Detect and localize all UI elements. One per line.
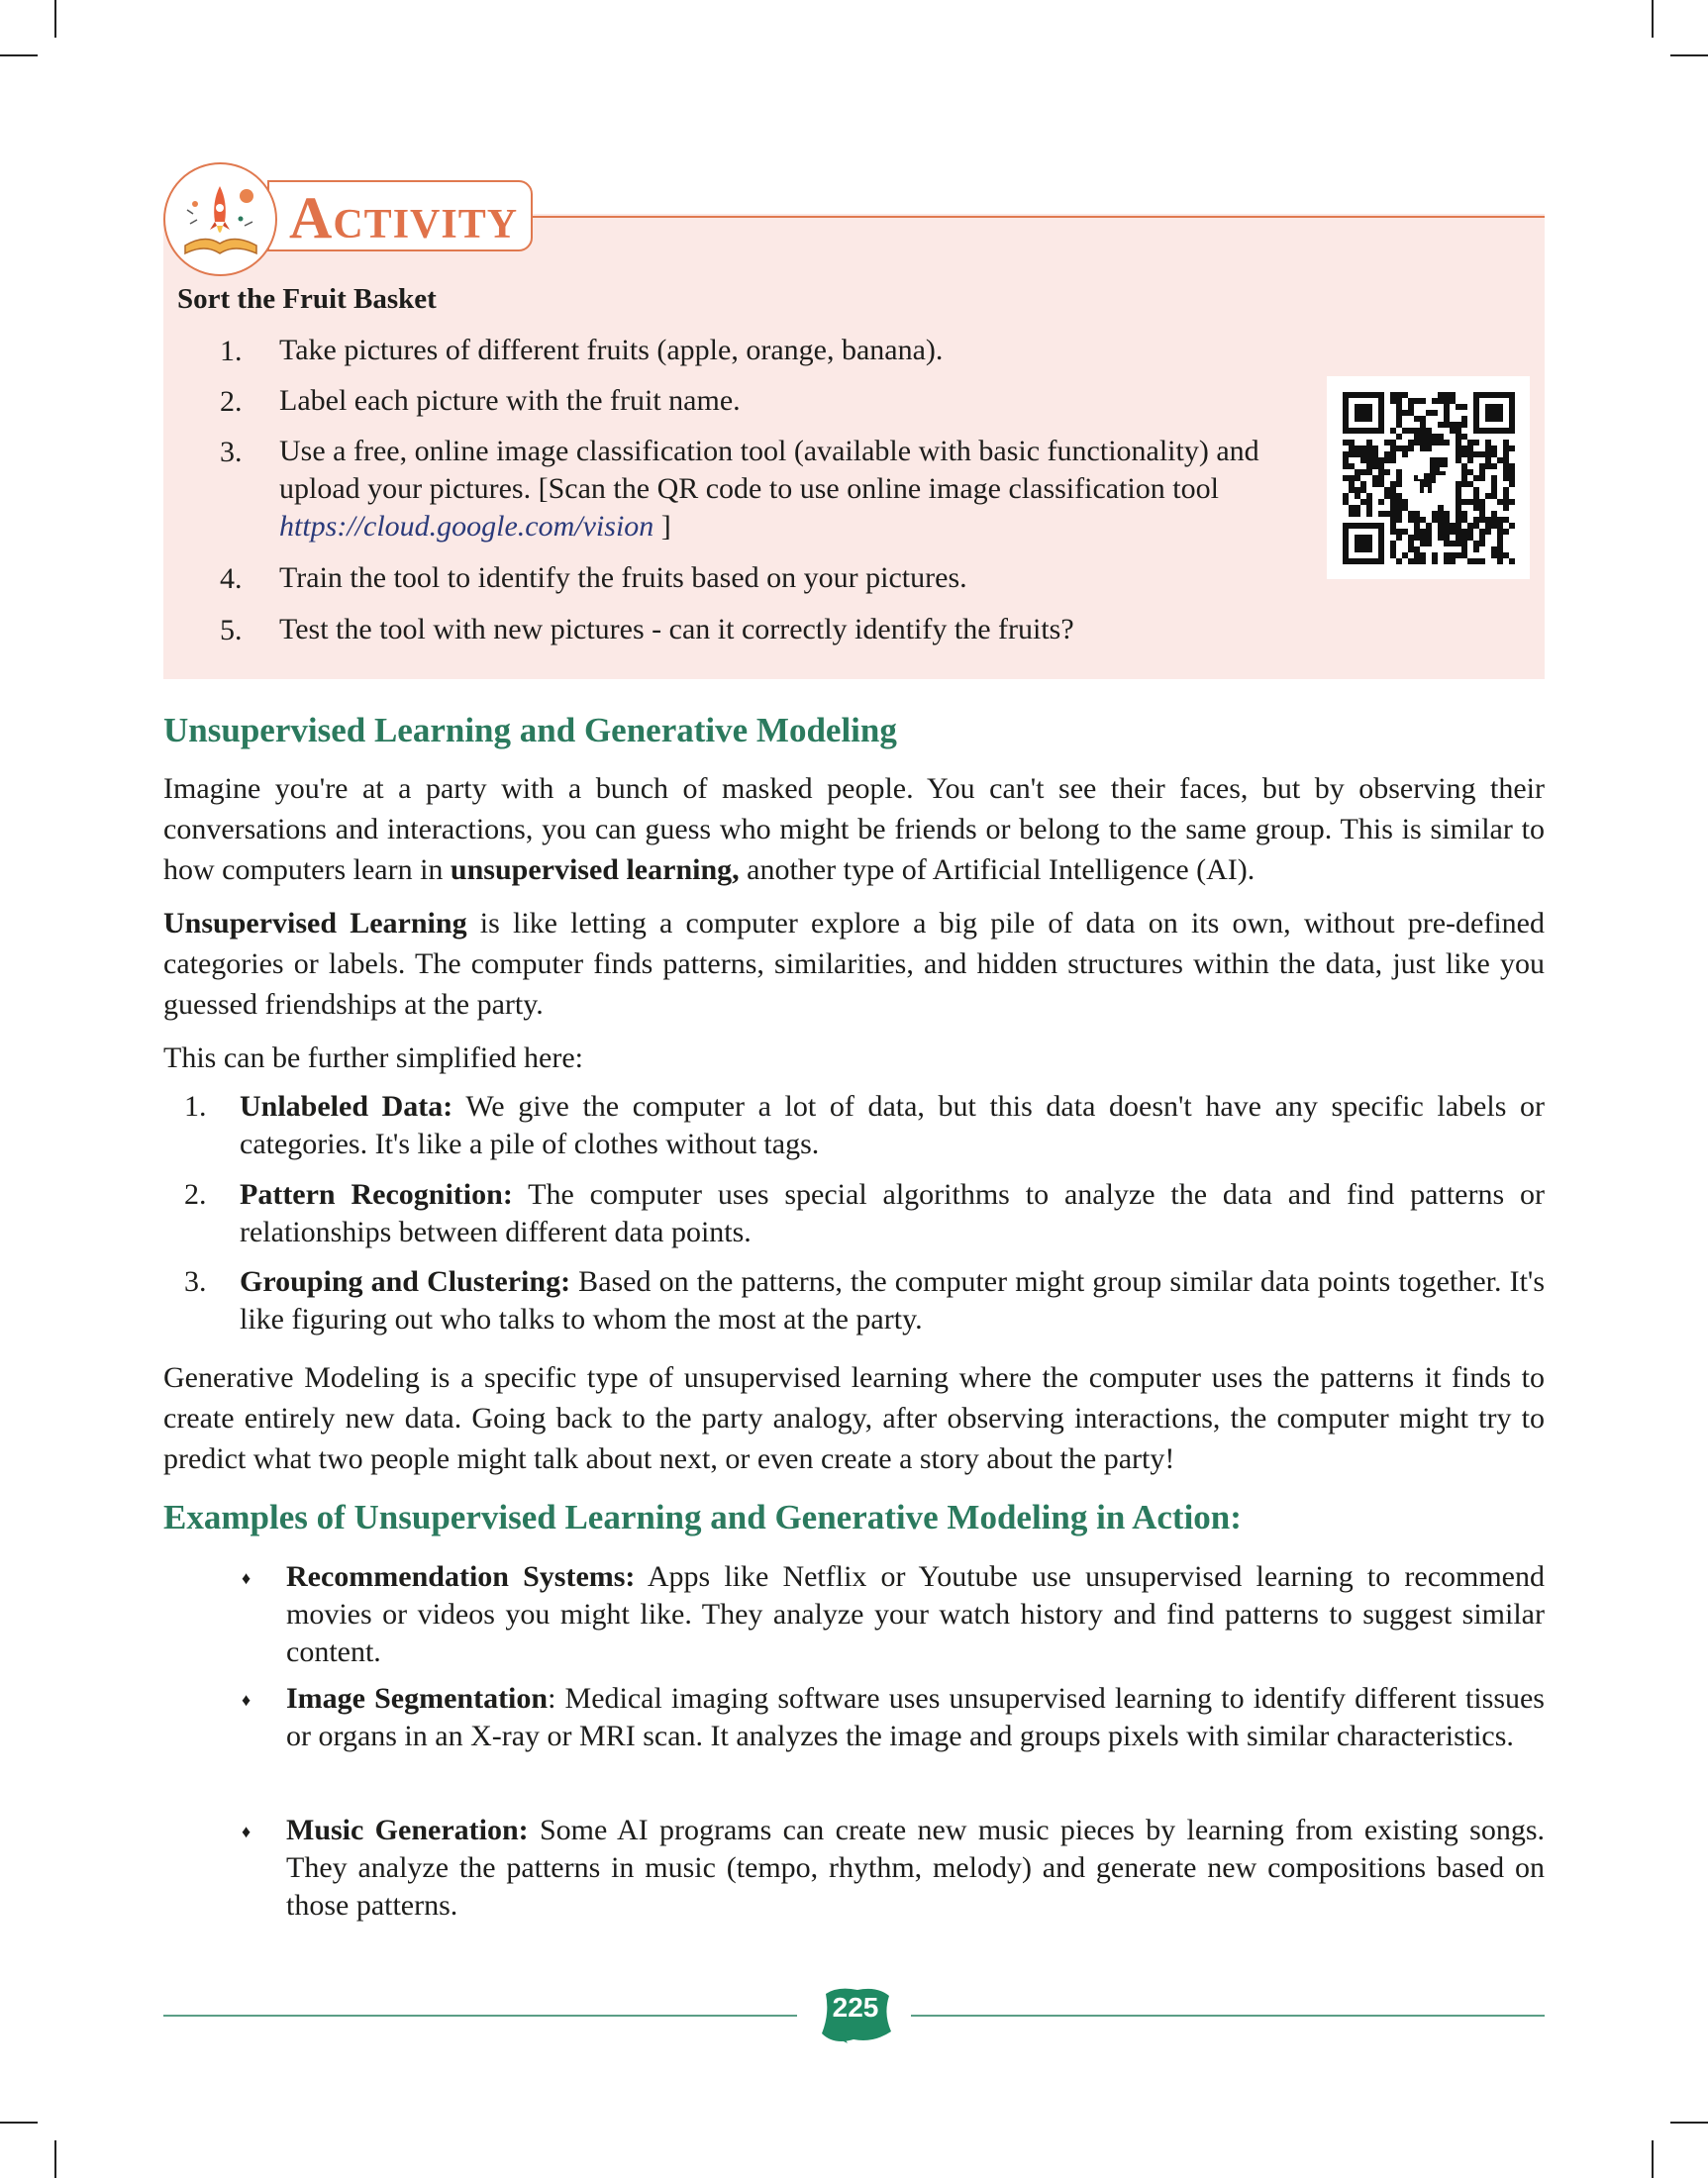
section-heading: Unsupervised Learning and Generative Modeling bbox=[163, 711, 897, 749]
list-item bbox=[240, 1088, 1545, 1163]
bold-term: Pattern Recognition: bbox=[240, 1178, 513, 1211]
text: Some AI programs can create new music pieces by learning from existing songs. They analyze the patterns in music (tempo, rhythm, melody) and generate new compositions based on those patterns. bbox=[286, 1814, 1546, 1922]
footer-rule-right bbox=[911, 2015, 1545, 2017]
bold-term: Unlabeled Data: bbox=[240, 1090, 453, 1123]
qr-code[interactable] bbox=[1327, 376, 1530, 579]
crop-mark bbox=[0, 2122, 38, 2124]
paragraph: Generative Modeling is a specific type of unsupervised learning where the computer uses the patterns it finds to create entirely new data. Going back to the party analogy, after observing interactions, the computer might try to predict what two people might talk about next, or even create a story about the party! bbox=[163, 1361, 1545, 1475]
crop-mark bbox=[1670, 2122, 1708, 2124]
text: Imagine you're at a party with a bunch of masked people. You can't see their faces, but by observing their conversations and interactions, you can guess who might be friends or belong to the same group. This is similar to how computers learn in bbox=[163, 772, 1545, 886]
list-number: 3. bbox=[184, 1265, 207, 1298]
list-number: 2. bbox=[220, 385, 243, 418]
list-item bbox=[286, 1812, 1545, 1925]
section-heading: Examples of Unsupervised Learning and Generative Modeling in Action: bbox=[163, 1498, 1242, 1536]
text: Based on the patterns, the computer might group similar data points together. It's like figuring out who talks to whom the most at the party. bbox=[240, 1265, 1545, 1336]
vision-link[interactable]: https://cloud.google.com/vision bbox=[279, 510, 654, 543]
crop-mark bbox=[54, 0, 56, 38]
list-number: 5. bbox=[220, 614, 243, 646]
text: We give the computer a lot of data, but this data doesn't have any specific labels or categories. It's like a pile of clothes without tags. bbox=[240, 1090, 1545, 1160]
bracket: ] bbox=[653, 510, 671, 543]
list-item bbox=[286, 1680, 1545, 1755]
footer-rule-left bbox=[163, 2015, 797, 2017]
paragraph bbox=[163, 903, 1545, 1025]
diamond-bullet-icon: ♦ bbox=[242, 1568, 251, 1588]
list-item bbox=[286, 1558, 1545, 1671]
text: is like letting a computer explore a big pile of data on its own, without pre-defined categories or labels. The computer finds patterns, similarities, and hidden structures within the data, just like you guessed friendships at the party. bbox=[163, 907, 1545, 1021]
diamond-bullet-icon: ♦ bbox=[242, 1822, 251, 1841]
list-item-line bbox=[279, 508, 1283, 545]
crop-mark bbox=[1652, 2140, 1654, 2178]
list-number: 1. bbox=[220, 335, 243, 367]
bold-term: Recommendation Systems: bbox=[286, 1560, 636, 1593]
crop-mark bbox=[1670, 54, 1708, 56]
activity-heading: Sort the Fruit Basket bbox=[177, 283, 437, 315]
crop-mark bbox=[0, 54, 38, 56]
paragraph: This can be further simplified here: bbox=[163, 1041, 584, 1074]
diamond-bullet-icon: ♦ bbox=[242, 1690, 251, 1710]
crop-mark bbox=[54, 2140, 56, 2178]
bold-term: Grouping and Clustering: bbox=[240, 1265, 571, 1298]
bold-term: Image Segmentation bbox=[286, 1682, 549, 1715]
paragraph bbox=[163, 768, 1545, 890]
activity-title: ACTIVITY bbox=[289, 185, 519, 250]
list-number: 1. bbox=[184, 1090, 207, 1123]
page-number: 225 bbox=[832, 1992, 879, 2023]
text: Apps like Netflix or Youtube use unsupervised learning to recommend movies or videos you might like. They analyze your watch history and find patterns to suggest similar content. bbox=[286, 1560, 1545, 1668]
text: another type of Artificial Intelligence (AI). bbox=[739, 853, 1256, 886]
list-item-line: Use a free, online image classification tool (available with basic functionality) and bbox=[279, 435, 1259, 467]
text: : Medical imaging software uses unsupervised learning to identify different tissues or organs in an X-ray or MRI scan. It analyzes the image and groups pixels with similar characteristics. bbox=[286, 1682, 1545, 1752]
list-item: Train the tool to identify the fruits based on your pictures. bbox=[279, 561, 967, 594]
list-item: Test the tool with new pictures - can it correctly identify the fruits? bbox=[279, 613, 1074, 645]
bold-term: Unsupervised Learning bbox=[163, 907, 467, 940]
list-item bbox=[279, 433, 1283, 545]
list-item bbox=[240, 1263, 1545, 1338]
crop-mark bbox=[1652, 0, 1654, 38]
list-item bbox=[240, 1176, 1545, 1251]
list-item: Label each picture with the fruit name. bbox=[279, 384, 741, 417]
bold-term: Music Generation: bbox=[286, 1814, 529, 1846]
activity-rule bbox=[530, 216, 1545, 218]
list-number: 4. bbox=[220, 562, 243, 595]
text: The computer uses special algorithms to analyze the data and find patterns or relationships between different data points. bbox=[240, 1178, 1545, 1248]
bold-term: unsupervised learning, bbox=[450, 853, 740, 886]
list-item-line: upload your pictures. [Scan the QR code to use online image classification tool bbox=[279, 472, 1219, 505]
list-number: 3. bbox=[220, 436, 243, 468]
rocket-book-icon bbox=[163, 162, 277, 276]
list-item: Take pictures of different fruits (apple, orange, banana). bbox=[279, 334, 944, 366]
list-number: 2. bbox=[184, 1178, 207, 1211]
